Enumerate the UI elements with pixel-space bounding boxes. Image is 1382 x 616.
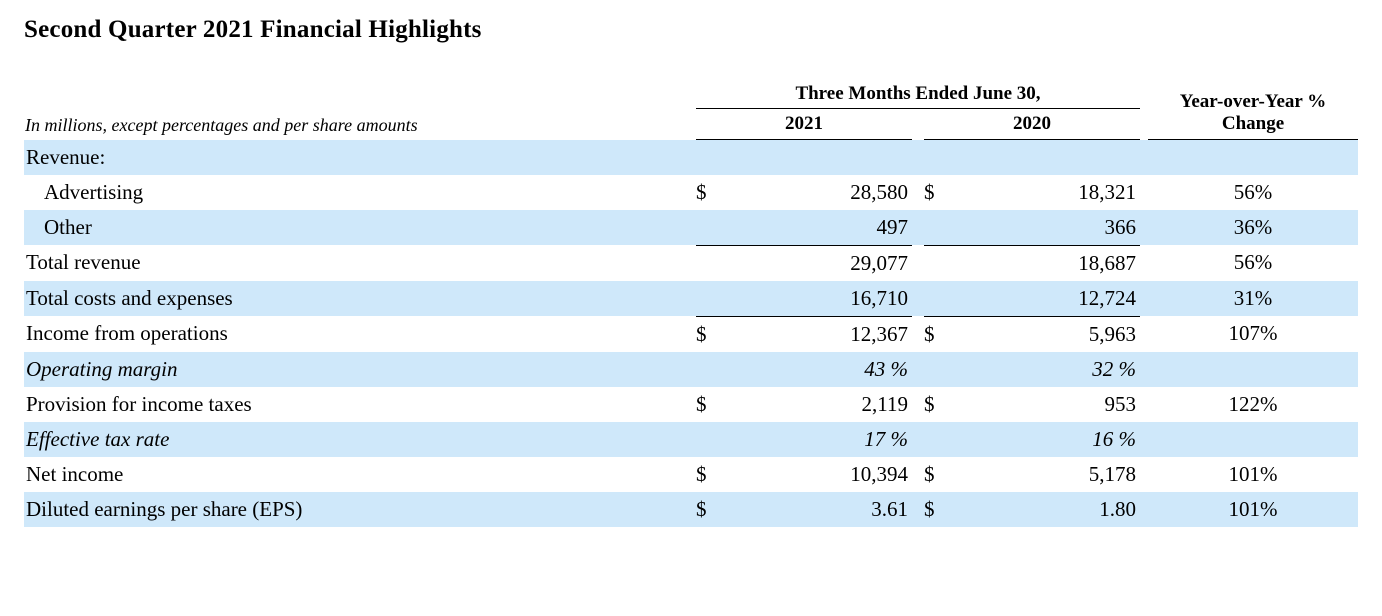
value-2020: 18,687 <box>1078 250 1136 275</box>
currency-symbol-2020 <box>924 210 964 246</box>
column-gap-2 <box>1140 175 1148 210</box>
column-gap-2 <box>1140 422 1148 457</box>
column-gap-2 <box>1140 387 1148 422</box>
column-gap-2 <box>1140 316 1148 352</box>
value-yoy-change: 56% <box>1233 250 1273 275</box>
currency-symbol-2021 <box>696 245 736 281</box>
column-gap-2 <box>1140 352 1148 387</box>
currency-symbol-2020 <box>924 352 964 387</box>
row-label: Effective tax rate <box>24 422 696 457</box>
table-header <box>24 82 1358 140</box>
header-yoy-change <box>1148 82 1358 140</box>
value-2021: 28,580 <box>850 179 908 204</box>
header-blank-cell <box>24 82 696 109</box>
column-gap <box>912 245 924 281</box>
value-yoy-change: 36% <box>1148 210 1358 246</box>
currency-symbol-2020 <box>924 422 964 457</box>
header-year-gap <box>912 109 924 140</box>
value-2020: 953 <box>1104 391 1136 416</box>
header-blank-gap <box>1140 82 1148 109</box>
currency-symbol-2021 <box>696 352 736 387</box>
column-gap <box>912 422 924 457</box>
value-2021: 497 <box>736 210 912 246</box>
value-2021: 17 % <box>736 422 912 457</box>
column-gap <box>912 492 924 527</box>
header-year-2020: 2020 <box>924 109 1140 140</box>
value-2020: 5,963 <box>1088 321 1136 346</box>
row-label: Provision for income taxes <box>26 391 252 416</box>
value-2021: 3.61 <box>736 492 912 527</box>
column-gap <box>912 457 924 492</box>
value-2020: 366 <box>964 210 1140 246</box>
value-2020: 1.80 <box>964 492 1140 527</box>
table-row <box>24 210 1358 246</box>
header-period-group: Three Months Ended June 30, <box>696 82 1140 109</box>
currency-symbol-2020 <box>924 140 964 175</box>
value-2020: 5,178 <box>1088 461 1136 486</box>
row-label: Revenue: <box>24 140 696 175</box>
table-row <box>24 245 1358 281</box>
value-2021: 43 % <box>736 352 912 387</box>
units-note: In millions, except percentages and per share amounts <box>25 114 418 135</box>
value-yoy-change <box>1148 352 1358 387</box>
page-title: Second Quarter 2021 Financial Highlights <box>24 16 482 43</box>
value-yoy-change <box>1148 422 1358 457</box>
currency-symbol-2021 <box>696 422 736 457</box>
currency-symbol-2020 <box>924 245 964 281</box>
value-2020: 32 % <box>964 352 1140 387</box>
currency-symbol-2021: $ <box>696 179 707 204</box>
value-yoy-change: 101% <box>1148 492 1358 527</box>
value-2021 <box>736 140 912 175</box>
currency-symbol-2021: $ <box>696 492 736 527</box>
value-2021: 12,367 <box>850 321 908 346</box>
column-gap-2 <box>1140 140 1148 175</box>
column-gap <box>912 281 924 317</box>
value-2021: 2,119 <box>861 391 908 416</box>
table-row <box>24 387 1358 422</box>
table-header-group-row <box>24 82 1358 109</box>
column-gap-2 <box>1140 457 1148 492</box>
column-gap-2 <box>1140 281 1148 317</box>
table-body <box>24 140 1358 527</box>
value-yoy-change: 107% <box>1228 321 1278 346</box>
row-label: Income from operations <box>26 321 228 346</box>
row-label: Net income <box>26 461 124 486</box>
column-gap <box>912 352 924 387</box>
value-2021: 16,710 <box>736 281 912 317</box>
value-2021: 10,394 <box>850 461 908 486</box>
value-yoy-change: 101% <box>1228 461 1278 486</box>
column-gap-2 <box>1140 245 1148 281</box>
table-row <box>24 492 1358 527</box>
column-gap <box>912 387 924 422</box>
header-yoy-line2: Change <box>1221 113 1285 135</box>
currency-symbol-2020: $ <box>924 321 935 346</box>
table-row <box>24 422 1358 457</box>
table-row <box>24 457 1358 492</box>
table-row <box>24 352 1358 387</box>
table-row <box>24 175 1358 210</box>
value-yoy-change: 31% <box>1148 281 1358 317</box>
value-yoy-change: 122% <box>1228 391 1278 416</box>
row-label: Other <box>24 210 696 246</box>
column-gap-2 <box>1140 210 1148 246</box>
currency-symbol-2020: $ <box>924 461 935 486</box>
row-label: Advertising <box>44 179 144 204</box>
value-yoy-change <box>1148 140 1358 175</box>
value-yoy-change: 56% <box>1233 179 1273 204</box>
currency-symbol-2021: $ <box>696 391 707 416</box>
column-gap <box>912 140 924 175</box>
table-row <box>24 281 1358 317</box>
currency-symbol-2020: $ <box>924 391 935 416</box>
column-gap-2 <box>1140 492 1148 527</box>
value-2020: 12,724 <box>964 281 1140 317</box>
table-row <box>24 316 1358 352</box>
currency-symbol-2021 <box>696 281 736 317</box>
value-2020: 18,321 <box>1078 179 1136 204</box>
value-2021: 29,077 <box>850 250 908 275</box>
currency-symbol-2021: $ <box>696 461 707 486</box>
currency-symbol-2021 <box>696 140 736 175</box>
column-gap <box>912 316 924 352</box>
header-yoy-line1: Year-over-Year % <box>1179 91 1327 113</box>
header-year-gap-2 <box>1140 109 1148 140</box>
currency-symbol-2020 <box>924 281 964 317</box>
currency-symbol-2020: $ <box>924 492 964 527</box>
row-label: Total costs and expenses <box>24 281 696 317</box>
column-gap <box>912 175 924 210</box>
column-gap <box>912 210 924 246</box>
financial-highlights-table <box>24 82 1358 527</box>
value-2020 <box>964 140 1140 175</box>
row-label: Total revenue <box>26 250 141 275</box>
value-2020: 16 % <box>964 422 1140 457</box>
table-row <box>24 140 1358 175</box>
row-label: Operating margin <box>24 352 696 387</box>
currency-symbol-2021: $ <box>696 321 707 346</box>
currency-symbol-2020: $ <box>924 179 935 204</box>
currency-symbol-2021 <box>696 210 736 246</box>
row-label: Diluted earnings per share (EPS) <box>24 492 696 527</box>
header-year-2021: 2021 <box>696 109 912 140</box>
